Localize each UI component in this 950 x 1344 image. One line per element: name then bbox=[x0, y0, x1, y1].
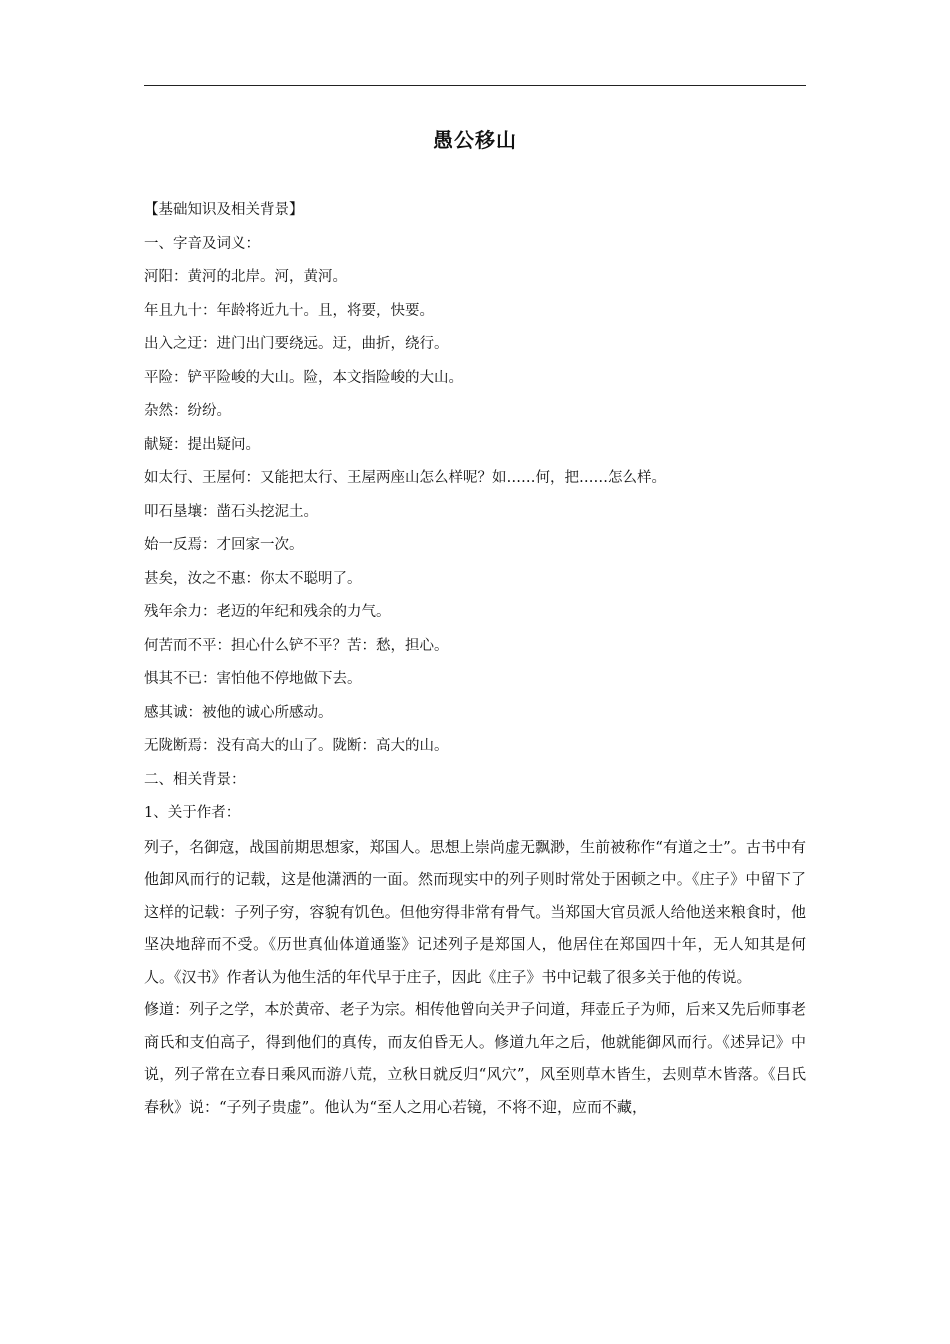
vocab-item: 叩石垦壤：凿石头挖泥土。 bbox=[144, 503, 318, 520]
vocab-item: 平险：铲平险峻的大山。险，本文指险峻的大山。 bbox=[144, 369, 463, 386]
cultivation-paragraph: 修道：列子之学，本於黄帝、老子为宗。相传他曾向关尹子问道，拜壶丘子为师，后来又先后师事老商氏和支伯高子，得到他们的真传，而友伯昏无人。修道九年之后，他就能御风而行。《述异记》中说，列子常在立春日乘风而游八荒，立秋日就反归“风穴”，风至则草木皆生，去则草木皆落。《吕氏春秋》说：“子列子贵虚”。他认为“至人之用心若镜，不将不迎，应而不藏， bbox=[144, 1000, 806, 1116]
section-heading: 【基础知识及相关背景】 bbox=[144, 202, 304, 218]
subheading-background: 二、相关背景： bbox=[144, 771, 246, 788]
vocab-item: 河阳：黄河的北岸。河，黄河。 bbox=[144, 269, 347, 285]
vocab-item: 惧其不已：害怕他不停地做下去。 bbox=[144, 671, 362, 687]
vocab-item: 残年余力：老迈的年纪和残余的力气。 bbox=[144, 604, 391, 620]
vocab-item: 杂然：纷纷。 bbox=[144, 403, 231, 419]
vocab-item: 何苦而不平：担心什么铲不平？苦：愁，担心。 bbox=[144, 637, 449, 654]
vocab-item: 献疑：提出疑问。 bbox=[144, 436, 260, 453]
header-rule bbox=[144, 85, 806, 86]
subheading-pronunciation: 一、字音及词义： bbox=[144, 235, 260, 252]
vocab-item: 年且九十：年龄将近九十。且，将要，快要。 bbox=[144, 302, 434, 319]
subheading-author: 1、关于作者： bbox=[144, 805, 241, 821]
page-title: 愚公移山 bbox=[433, 128, 517, 152]
vocab-item: 感其诚：被他的诚心所感动。 bbox=[144, 704, 333, 721]
vocab-item: 甚矣，汝之不惠：你太不聪明了。 bbox=[144, 570, 362, 587]
vocab-item: 无陇断焉：没有高大的山了。陇断：高大的山。 bbox=[144, 738, 449, 754]
document-body bbox=[144, 194, 806, 1123]
vocab-item: 出入之迂：进门出门要绕远。迂，曲折，绕行。 bbox=[144, 336, 449, 352]
vocab-item: 始一反焉：才回家一次。 bbox=[144, 537, 304, 553]
author-paragraph: 列子，名御寇，战国前期思想家，郑国人。思想上崇尚虚无飘渺，生前被称作“有道之士”。古书中有他卸风而行的记载，这是他潇洒的一面。然而现实中的列子则时常处于困顿之中。《庄子》中留下了这样的记载：子列子穷，容貌有饥色。但他穷得非常有骨气。当郑国大官员派人给他送来粮食时，他坚决地辞而不受。《历世真仙体道通鉴》记述列子是郑国人，他居住在郑国四十年，无人知其是何人。《汉书》作者认为他生活的年代早于庄子，因此《庄子》书中记载了很多关于他的传说。 bbox=[144, 837, 806, 986]
vocab-item: 如太行、王屋何：又能把太行、王屋两座山怎么样呢？如……何，把……怎么样。 bbox=[144, 470, 666, 486]
